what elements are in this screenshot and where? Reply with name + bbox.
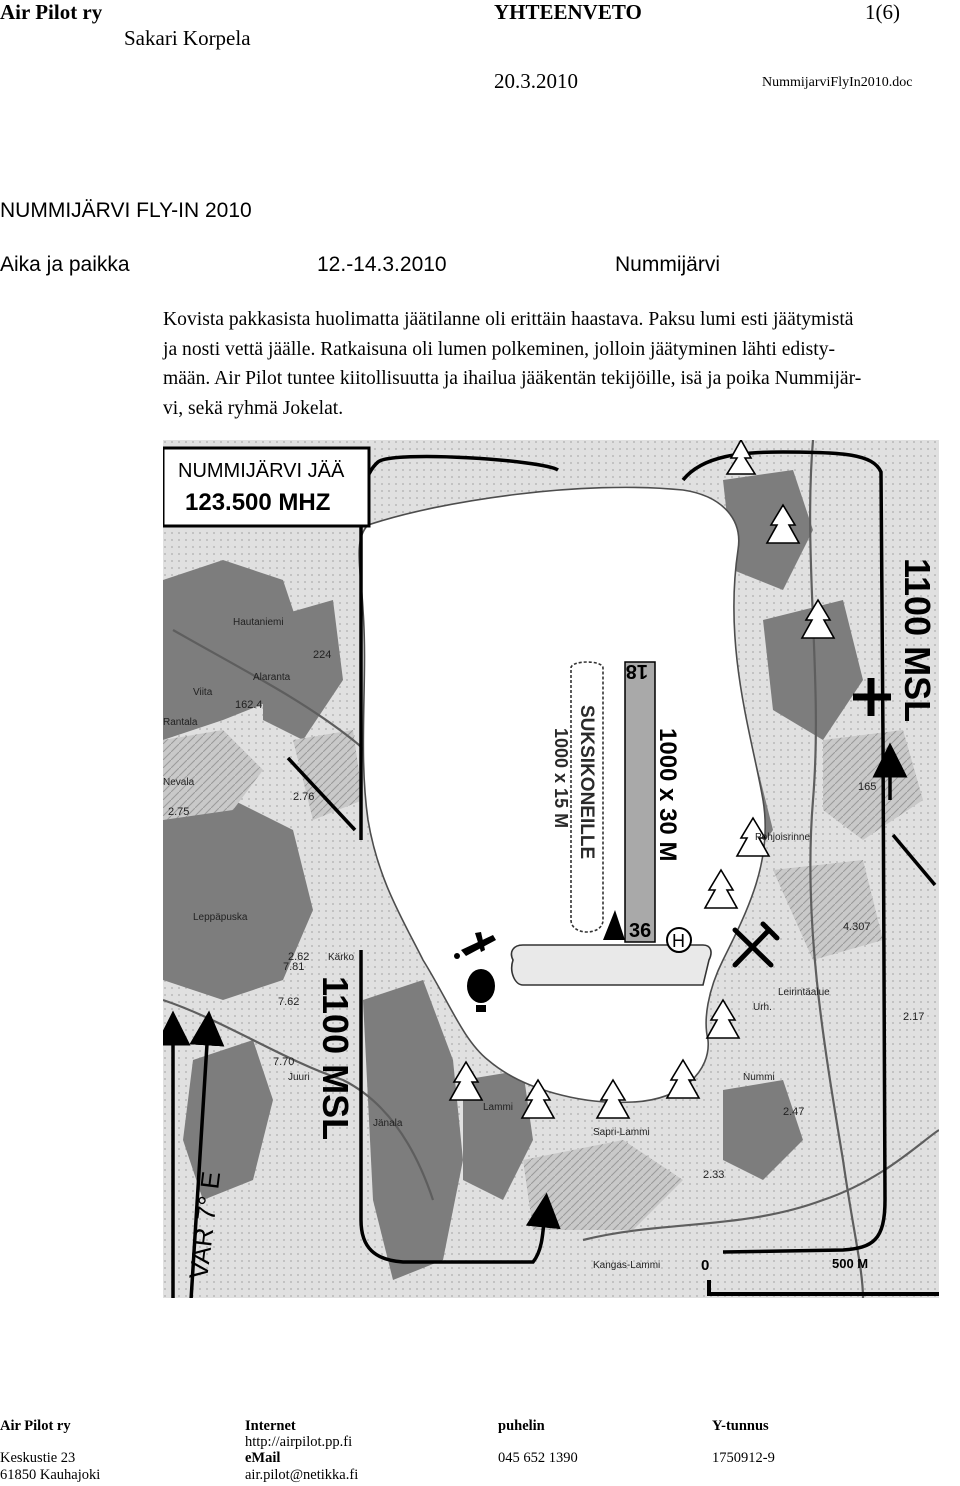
event-dates: 12.-14.3.2010 (317, 253, 447, 276)
circuit-altitude-west: 1100 MSL (315, 976, 356, 1141)
circuit-altitude-east: 1100 MSL (897, 558, 938, 723)
footer-org-heading: Air Pilot ry (0, 1418, 71, 1434)
event-location: Nummijärvi (615, 253, 720, 276)
place-name: Urh. (753, 1002, 772, 1013)
scale-start: 0 (701, 1257, 710, 1274)
airfield-name: NUMMIJÄRVI JÄÄ (178, 460, 345, 482)
body-line: vi, sekä ryhmä Jokelat. (163, 397, 344, 419)
place-name: Kärko (328, 952, 355, 963)
place-name: Leirintäalue (778, 987, 830, 998)
elevation-number: 2.75 (168, 806, 190, 818)
place-name: Nummi (743, 1072, 775, 1083)
header-date: 20.3.2010 (494, 69, 578, 93)
elevation-number: 2.62 (288, 951, 310, 963)
scale-end: 500 M (832, 1256, 869, 1271)
footer-address: Keskustie 23 (0, 1450, 76, 1466)
aerodrome-chart (163, 440, 939, 1298)
footer-website-link[interactable]: http://airpilot.pp.fi (245, 1434, 353, 1450)
elevation-number: 4.307 (843, 921, 871, 933)
elevation-number: 165 (858, 781, 877, 793)
footer-postcode: 61850 Kauhajoki (0, 1467, 101, 1483)
header-organization: Air Pilot ry (0, 0, 103, 24)
elevation-number: 7.70 (273, 1056, 295, 1068)
header-filename: NummijarviFlyIn2010.doc (762, 75, 913, 90)
place-name: Lammi (483, 1102, 514, 1113)
footer-business-id: 1750912-9 (712, 1450, 775, 1466)
place-name: Pohjoisrinne (755, 832, 811, 843)
place-name: Jänala (373, 1118, 403, 1129)
elevation-number: 162.4 (235, 699, 263, 711)
header-author: Sakari Korpela (124, 26, 251, 50)
time-place-label: Aika ja paikka (0, 253, 130, 276)
place-name: Leppäpuska (193, 912, 248, 923)
radio-frequency: 123.500 MHZ (185, 489, 331, 516)
elevation-number: 2.76 (293, 791, 315, 803)
ski-strip-label: SUKSIKONEILLE (576, 705, 597, 860)
body-line: mään. Air Pilot tuntee kiitollisuutta ja ihailua jääkentän tekijöille, isä ja poika Nummijär- (163, 368, 862, 389)
place-name: Viita (193, 687, 213, 698)
place-name: Juuri (288, 1072, 310, 1083)
place-name: Sapri-Lammi (593, 1127, 650, 1138)
elevation-number: 2.17 (903, 1011, 925, 1023)
elevation-number: 2.47 (783, 1106, 805, 1118)
elevation-number: 7.81 (283, 961, 305, 973)
elevation-number: 2.33 (703, 1169, 725, 1181)
place-name: Alaranta (253, 672, 291, 683)
runway-threshold-36: 36 (629, 920, 652, 942)
document-title: NUMMIJÄRVI FLY-IN 2010 (0, 199, 252, 222)
footer-email-link[interactable]: air.pilot@netikka.fi (245, 1467, 359, 1483)
body-line: Kovista pakkasista huolimatta jäätilanne oli erittäin haastava. Paksu lumi esti jäätymistä (163, 309, 854, 330)
header-document-type: YHTEENVETO (494, 0, 642, 24)
elevation-number: 224 (313, 649, 332, 661)
header-page-number: 1(6) (865, 0, 900, 24)
magnetic-variation: VAR 7° E (183, 1169, 227, 1281)
place-name: Rantala (163, 717, 198, 728)
runway-threshold-18: 18 (625, 660, 648, 682)
elevation-number: 7.62 (278, 996, 300, 1008)
place-name: Kangas-Lammi (593, 1260, 661, 1271)
footer-phone-heading: puhelin (498, 1418, 545, 1434)
footer-business-id-heading: Y-tunnus (712, 1418, 769, 1434)
frequency-box (163, 448, 369, 526)
body-paragraph (163, 305, 960, 423)
place-name: Hautaniemi (233, 617, 284, 628)
body-line: ja nosti vettä jäälle. Ratkaisuna oli lumen polkeminen, jolloin jäätyminen lähti edisty- (163, 338, 836, 360)
helipad-label: H (672, 931, 685, 951)
place-name: Nevala (163, 777, 195, 788)
footer-email-heading: eMail (245, 1450, 281, 1466)
ski-strip-dimensions: 1000 x 15 M (551, 728, 571, 829)
footer-phone: 045 652 1390 (498, 1450, 578, 1466)
footer-internet-heading: Internet (245, 1418, 296, 1434)
helipad-icon (667, 928, 691, 952)
runway-dimensions: 1000 x 30 M (654, 728, 681, 862)
